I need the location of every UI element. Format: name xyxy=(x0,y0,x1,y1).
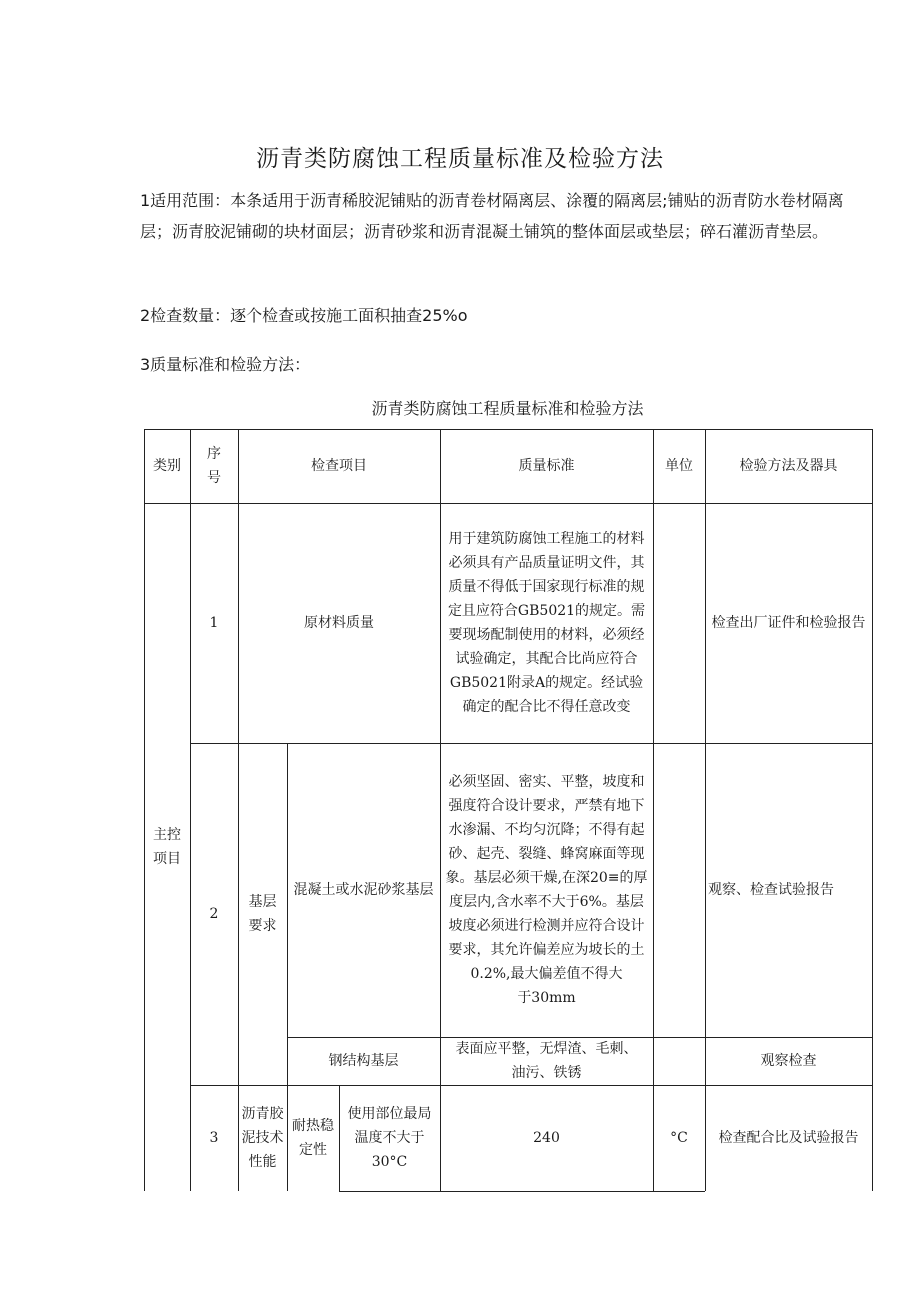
row2-standard-concrete: 必须坚固、密实、平整，坡度和强度符合设计要求，严禁有地下水渗漏、不均匀沉降；不得有起砂、起壳、裂缝、蜂窝麻面等现象。基层必须干燥,在深20≡的厚度层内,含水率不大于6%。基层坡度必须进行检测并应符合设计要求，其允许偏差应为坡长的土0.2%,最大偏差值不得大 于30mm xyxy=(445,774,648,1006)
row2-item-concrete: 混凝土或水泥砂浆基层 xyxy=(293,882,434,898)
row3-seq: 3 xyxy=(209,1130,219,1146)
row3-standard: 240 xyxy=(533,1130,560,1146)
row2-group: 基层 要求 xyxy=(248,894,277,934)
header-category: 类别 xyxy=(153,458,181,474)
row1-unit xyxy=(653,503,705,743)
row2-seq: 2 xyxy=(209,906,219,922)
row3-method: 检查配合比及试验报告 xyxy=(718,1130,859,1146)
row2-standard-steel: 表面应平整，无焊渣、毛刺、油污、铁锈 xyxy=(455,1041,638,1081)
row1-seq: 1 xyxy=(209,615,219,631)
row1-standard: 用于建筑防腐蚀工程施工的材料必须具有产品质量证明文件，其质量不得低于国家现行标准的规定且应符合GB5021的规定。需要现场配制使用的材料，必须经试验确定，其配合比尚应符合GB5021附录A的规定。经试验确定的配合比不得任意改变 xyxy=(447,531,646,715)
quality-standard-heading: 3质量标准和检验方法： xyxy=(140,355,311,374)
scope-paragraph: 1适用范围：本条适用于沥青稀胶泥铺贴的沥青卷材隔离层、涂覆的隔离层;铺贴的沥青防水卷材隔离层；沥青胶泥铺砌的块材面层；沥青砂浆和沥青混凝土铺筑的整体面层或垫层；碎石灌沥青垫层。 xyxy=(140,191,844,241)
row2-unit-steel xyxy=(653,1037,705,1085)
row2-method-concrete: 观察、检查试验报告 xyxy=(708,882,834,898)
row2-method-steel: 观察检查 xyxy=(760,1053,817,1069)
category-main-control: 主控 项目 xyxy=(153,827,181,867)
document-title: 沥青类防腐蚀工程质量标准及检验方法 xyxy=(256,146,664,172)
row3-item: 使用部位最局温度不大于30°C xyxy=(347,1106,432,1170)
row3-sub: 耐热稳定性 xyxy=(292,1118,334,1158)
row3-group: 沥青胶泥技术性能 xyxy=(241,1106,284,1170)
table-title: 沥青类防腐蚀工程质量标准和检验方法 xyxy=(371,399,644,418)
header-unit: 单位 xyxy=(665,458,693,474)
header-item: 检查项目 xyxy=(311,458,367,474)
row1-item: 原材料质量 xyxy=(304,615,374,631)
row2-unit-concrete xyxy=(653,743,705,1037)
header-seq: 序 号 xyxy=(207,446,221,486)
row1-method: 检查出厂证件和检验报告 xyxy=(711,615,866,631)
row2-item-steel: 钢结构基层 xyxy=(328,1053,399,1069)
header-method: 检验方法及器具 xyxy=(739,458,838,474)
inspection-quantity-paragraph: 2检查数量：逐个检查或按施工面积抽查25%o xyxy=(140,306,468,325)
row3-unit: °C xyxy=(670,1130,688,1146)
header-standard: 质量标准 xyxy=(518,458,575,474)
